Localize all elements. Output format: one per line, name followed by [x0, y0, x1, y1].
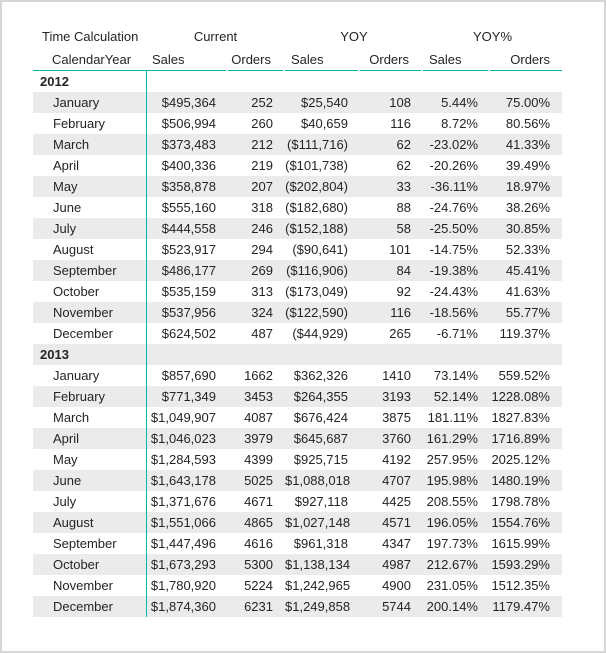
month-row: [33, 302, 562, 323]
yoy-pct-orders-cell[interactable]: 2025.12%: [491, 452, 550, 467]
row-label-cell[interactable]: December: [53, 326, 113, 341]
current-orders-cell[interactable]: 252: [251, 95, 273, 110]
row-label-cell[interactable]: August: [53, 242, 94, 257]
month-row: [33, 407, 562, 428]
yoy-orders-cell[interactable]: 4425: [382, 494, 411, 509]
current-orders-cell[interactable]: 260: [251, 116, 273, 131]
yoy-pct-sales-cell[interactable]: 195.98%: [426, 473, 478, 488]
yoy-sales-cell[interactable]: $264,355: [293, 389, 348, 404]
yoy-orders-cell[interactable]: 88: [396, 200, 411, 215]
yoy-pct-sales-cell[interactable]: 212.67%: [426, 557, 478, 572]
yoy-pct-sales-cell[interactable]: -18.56%: [429, 305, 478, 320]
current-orders-cell[interactable]: 324: [251, 305, 273, 320]
current-orders-cell[interactable]: 4087: [244, 410, 273, 425]
row-label-cell[interactable]: October: [53, 284, 100, 299]
yoy-pct-orders-cell[interactable]: 1716.89%: [491, 431, 550, 446]
yoy-pct-orders-cell[interactable]: 18.97%: [505, 179, 550, 194]
row-label-cell[interactable]: March: [53, 410, 90, 425]
yoy-pct-sales-cell: [423, 71, 490, 92]
current-orders-cell[interactable]: 219: [251, 158, 273, 173]
yoy-orders-cell[interactable]: 3875: [382, 410, 411, 425]
yoy-orders-cell[interactable]: 4571: [382, 515, 411, 530]
table-body: [33, 71, 562, 617]
yoy-pct-orders-cell[interactable]: 1179.47%: [492, 599, 550, 614]
yoy-sales-cell[interactable]: ($90,641): [292, 242, 348, 257]
yoy-pct-orders-cell[interactable]: 559.52%: [498, 368, 550, 383]
row-label-cell[interactable]: February: [53, 116, 106, 131]
month-row: [33, 239, 562, 260]
row-label-cell[interactable]: September: [53, 263, 117, 278]
yoy-pct-orders-cell[interactable]: 55.77%: [505, 305, 550, 320]
yoy-pct-orders-cell[interactable]: 80.56%: [505, 116, 550, 131]
current-orders-cell[interactable]: 269: [251, 263, 273, 278]
current-sales-cell[interactable]: $1,447,496: [146, 533, 228, 554]
yoy-pct-sales-cell[interactable]: -36.11%: [430, 179, 478, 194]
current-sales-cell[interactable]: $771,349: [146, 386, 228, 407]
month-row: [33, 470, 562, 491]
current-orders-cell: [228, 344, 285, 365]
group-header-yoy: YOY: [340, 29, 368, 44]
current-sales-cell[interactable]: $1,673,293: [146, 554, 228, 575]
yoy-pct-sales-cell[interactable]: 52.14%: [433, 389, 478, 404]
yoy-orders-cell[interactable]: 4707: [382, 473, 411, 488]
column-header-row: [33, 48, 562, 71]
yoy-pct-sales-cell[interactable]: 196.05%: [426, 515, 478, 530]
yoy-sales-cell[interactable]: $925,715: [293, 452, 348, 467]
row-label-cell[interactable]: November: [53, 305, 113, 320]
yoy-sales-cell[interactable]: ($116,906): [286, 263, 348, 278]
current-sales-header[interactable]: Sales: [146, 48, 226, 71]
yoy-pct-orders-header[interactable]: Orders: [490, 48, 562, 71]
yoy-pct-orders-cell[interactable]: 1512.35%: [491, 578, 550, 593]
yoy-pct-orders-cell[interactable]: 1228.08%: [491, 389, 550, 404]
row-label-cell[interactable]: December: [53, 599, 113, 614]
yoy-sales-cell[interactable]: $1,138,134: [285, 557, 351, 572]
yoy-sales-cell[interactable]: ($111,716): [287, 137, 348, 152]
current-orders-cell[interactable]: 313: [251, 284, 273, 299]
current-sales-cell[interactable]: $523,917: [146, 239, 228, 260]
yoy-sales-cell[interactable]: ($101,738): [285, 158, 348, 173]
current-orders-cell[interactable]: 1662: [244, 368, 273, 383]
current-orders-cell[interactable]: 294: [251, 242, 273, 257]
month-row: [33, 218, 562, 239]
yoy-pct-orders-cell[interactable]: 38.26%: [505, 200, 550, 215]
column-group-header-row: [33, 26, 562, 48]
row-label-cell[interactable]: August: [53, 515, 94, 530]
month-row: [33, 281, 562, 302]
current-sales-cell[interactable]: $1,284,593: [146, 449, 228, 470]
yoy-orders-cell[interactable]: 84: [396, 263, 411, 278]
yoy-sales-cell[interactable]: $676,424: [293, 410, 348, 425]
current-sales-cell[interactable]: $555,160: [146, 197, 228, 218]
yoy-pct-orders-cell[interactable]: 30.85%: [505, 221, 550, 236]
yoy-orders-cell[interactable]: 62: [396, 137, 411, 152]
group-header-yoy-pct: YOY%: [472, 29, 512, 44]
current-sales-cell[interactable]: $1,046,023: [146, 428, 228, 449]
current-orders-cell[interactable]: 318: [251, 200, 273, 215]
current-sales-cell[interactable]: $537,956: [146, 302, 228, 323]
current-orders-cell[interactable]: 212: [251, 137, 273, 152]
row-label-cell[interactable]: September: [53, 536, 117, 551]
month-row: [33, 449, 562, 470]
yoy-pct-sales-cell[interactable]: -23.02%: [429, 137, 478, 152]
yoy-orders-cell[interactable]: 108: [389, 95, 411, 110]
month-row: [33, 491, 562, 512]
yoy-pct-orders-cell[interactable]: 1615.99%: [491, 536, 550, 551]
row-label-cell[interactable]: May: [53, 179, 78, 194]
row-label-cell[interactable]: October: [53, 557, 100, 572]
yoy-pct-sales-cell[interactable]: -25.50%: [429, 221, 478, 236]
current-sales-cell[interactable]: $624,502: [146, 323, 228, 344]
month-row: [33, 323, 562, 344]
yoy-orders-cell[interactable]: 3193: [382, 389, 411, 404]
current-orders-cell[interactable]: 4399: [244, 452, 273, 467]
time-calculation-header[interactable]: Time Calculation: [42, 29, 139, 44]
yoy-pct-orders-cell[interactable]: 119.37%: [499, 326, 550, 341]
current-sales-cell[interactable]: $1,780,920: [146, 575, 228, 596]
yoy-pct-sales-cell[interactable]: -20.26%: [429, 158, 478, 173]
current-orders-cell[interactable]: 487: [251, 326, 273, 341]
yoy-orders-cell[interactable]: 62: [396, 158, 411, 173]
current-sales-cell[interactable]: $358,878: [146, 176, 228, 197]
yoy-sales-cell: [285, 344, 360, 365]
month-row: [33, 575, 562, 596]
yoy-pct-sales-cell[interactable]: -19.38%: [429, 263, 478, 278]
current-orders-cell[interactable]: 5025: [244, 473, 273, 488]
yoy-pct-orders-cell[interactable]: 45.41%: [505, 263, 550, 278]
yoy-pct-sales-cell[interactable]: -24.76%: [429, 200, 478, 215]
yoy-pct-orders-cell: [490, 344, 562, 365]
row-label-cell[interactable]: November: [53, 578, 113, 593]
current-orders-cell[interactable]: 4671: [244, 494, 273, 509]
yoy-sales-cell[interactable]: $1,242,965: [285, 578, 351, 593]
current-orders-cell[interactable]: 5300: [244, 557, 273, 572]
row-label-cell[interactable]: June: [53, 473, 82, 488]
yoy-pct-sales-cell: [423, 344, 490, 365]
yoy-sales-cell[interactable]: $362,326: [293, 368, 348, 383]
current-sales-cell[interactable]: $495,364: [146, 92, 228, 113]
yoy-sales-cell[interactable]: $25,540: [301, 95, 348, 110]
yoy-sales-cell[interactable]: ($202,804): [285, 179, 348, 194]
current-orders-header[interactable]: Orders: [228, 48, 283, 71]
month-row: [33, 176, 562, 197]
yoy-pct-orders-cell[interactable]: 1554.76%: [491, 515, 550, 530]
row-label-cell[interactable]: May: [53, 452, 78, 467]
current-sales-cell: [146, 71, 228, 92]
yoy-orders-cell[interactable]: 3760: [382, 431, 411, 446]
yoy-pct-sales-cell[interactable]: 200.14%: [426, 599, 478, 614]
current-orders-cell[interactable]: 246: [251, 221, 273, 236]
current-sales-cell[interactable]: $373,483: [146, 134, 228, 155]
yoy-pct-orders-cell[interactable]: 52.33%: [505, 242, 550, 257]
yoy-pct-orders-cell[interactable]: 39.49%: [505, 158, 550, 173]
yoy-pct-sales-cell[interactable]: -14.75%: [429, 242, 478, 257]
yoy-orders-cell[interactable]: 58: [396, 221, 411, 236]
row-label-cell[interactable]: April: [53, 431, 80, 446]
current-orders-cell[interactable]: 207: [251, 179, 273, 194]
calendar-year-header[interactable]: CalendarYear: [33, 48, 146, 71]
yoy-pct-orders-cell[interactable]: 1798.78%: [491, 494, 550, 509]
current-sales-cell[interactable]: $1,551,066: [146, 512, 228, 533]
yoy-pct-orders-cell[interactable]: 41.63%: [505, 284, 550, 299]
row-label-cell[interactable]: January: [53, 95, 100, 110]
current-sales-cell[interactable]: $1,049,907: [146, 407, 228, 428]
month-row: [33, 596, 562, 617]
yoy-pct-orders-cell[interactable]: 41.33%: [505, 137, 550, 152]
row-label-cell[interactable]: February: [53, 389, 106, 404]
yoy-orders-header[interactable]: Orders: [360, 48, 421, 71]
row-label-cell[interactable]: July: [53, 494, 77, 509]
current-orders-cell[interactable]: 6231: [244, 599, 273, 614]
current-sales-cell[interactable]: $1,643,178: [146, 470, 228, 491]
yoy-pct-orders-cell[interactable]: 1827.83%: [491, 410, 550, 425]
yoy-pct-sales-cell[interactable]: 161.29%: [426, 431, 478, 446]
yoy-sales-cell: [285, 71, 360, 92]
yoy-pct-orders-cell[interactable]: 1480.19%: [491, 473, 550, 488]
row-label-cell[interactable]: April: [53, 158, 80, 173]
yoy-pct-orders-cell: [490, 71, 562, 92]
current-orders-cell[interactable]: 5224: [244, 578, 273, 593]
month-row: [33, 134, 562, 155]
current-orders-cell[interactable]: 4616: [244, 536, 273, 551]
yoy-pct-orders-cell[interactable]: 1593.29%: [491, 557, 550, 572]
yoy-pct-sales-cell[interactable]: 231.05%: [426, 578, 478, 593]
current-orders-cell[interactable]: 4865: [244, 515, 273, 530]
row-label-cell[interactable]: March: [53, 137, 90, 152]
yoy-orders-cell[interactable]: 4900: [382, 578, 411, 593]
current-orders-cell: [228, 71, 285, 92]
current-sales-cell[interactable]: $857,690: [146, 365, 228, 386]
month-row: [33, 92, 562, 113]
yoy-orders-cell[interactable]: 1410: [382, 368, 411, 383]
yoy-pct-sales-cell[interactable]: 197.73%: [426, 536, 478, 551]
current-sales-cell: [146, 344, 228, 365]
yoy-pct-sales-cell[interactable]: -6.71%: [436, 326, 478, 341]
month-row: [33, 197, 562, 218]
yoy-sales-cell[interactable]: $645,687: [293, 431, 348, 446]
current-sales-cell[interactable]: $1,874,360: [146, 596, 228, 617]
yoy-orders-cell[interactable]: 4347: [382, 536, 411, 551]
current-sales-cell[interactable]: $506,994: [146, 113, 228, 134]
current-sales-cell[interactable]: $400,336: [146, 155, 228, 176]
yoy-pct-sales-cell[interactable]: 181.11%: [427, 410, 478, 425]
current-sales-cell[interactable]: $1,371,676: [146, 491, 228, 512]
yoy-pct-sales-cell[interactable]: 208.55%: [426, 494, 478, 509]
current-sales-cell[interactable]: $535,159: [146, 281, 228, 302]
row-label-cell[interactable]: July: [53, 221, 77, 236]
yoy-orders-cell[interactable]: 116: [390, 305, 411, 320]
yoy-sales-cell[interactable]: $1,088,018: [285, 473, 351, 488]
yoy-pct-sales-cell[interactable]: -24.43%: [429, 284, 478, 299]
month-row: [33, 260, 562, 281]
yoy-orders-cell: [360, 344, 423, 365]
yoy-orders-cell[interactable]: 116: [390, 116, 411, 131]
month-row: [33, 386, 562, 407]
group-header-current: Current: [193, 29, 238, 44]
yoy-pct-sales-header[interactable]: Sales: [423, 48, 488, 71]
month-row: [33, 512, 562, 533]
yoy-orders-cell[interactable]: 4987: [382, 557, 411, 572]
yoy-pct-sales-cell[interactable]: 257.95%: [426, 452, 478, 467]
yoy-sales-header[interactable]: Sales: [285, 48, 358, 71]
yoy-pct-orders-cell[interactable]: 75.00%: [505, 95, 550, 110]
current-sales-cell[interactable]: $486,177: [146, 260, 228, 281]
yoy-sales-cell[interactable]: $927,118: [294, 494, 348, 509]
yoy-sales-cell[interactable]: ($182,680): [285, 200, 348, 215]
yoy-orders-cell[interactable]: 265: [389, 326, 411, 341]
month-row: [33, 155, 562, 176]
year-row: [33, 71, 562, 92]
yoy-orders-cell: [360, 71, 423, 92]
yoy-orders-cell[interactable]: 4192: [382, 452, 411, 467]
yoy-pct-sales-cell[interactable]: 8.72%: [441, 116, 478, 131]
month-row: [33, 428, 562, 449]
month-row: [33, 533, 562, 554]
yoy-sales-cell[interactable]: $1,249,858: [285, 599, 351, 614]
yoy-sales-cell[interactable]: $1,027,148: [285, 515, 351, 530]
row-label-cell[interactable]: June: [53, 200, 82, 215]
yoy-sales-cell[interactable]: ($44,929): [292, 326, 348, 341]
month-row: [33, 113, 562, 134]
yoy-orders-cell[interactable]: 92: [396, 284, 411, 299]
yoy-pct-sales-cell[interactable]: 5.44%: [441, 95, 478, 110]
yoy-sales-cell[interactable]: ($173,049): [285, 284, 348, 299]
yoy-orders-cell[interactable]: 33: [396, 179, 411, 194]
yoy-sales-cell[interactable]: $40,659: [301, 116, 348, 131]
current-sales-cell[interactable]: $444,558: [146, 218, 228, 239]
row-label-cell[interactable]: 2013: [40, 347, 69, 362]
yoy-sales-cell[interactable]: ($152,188): [285, 221, 348, 236]
row-label-cell[interactable]: 2012: [40, 74, 69, 89]
row-label-cell[interactable]: January: [53, 368, 100, 383]
matrix-table: [33, 26, 562, 617]
yoy-pct-sales-cell[interactable]: 73.14%: [433, 368, 478, 383]
current-orders-cell[interactable]: 3979: [244, 431, 273, 446]
year-row: [33, 344, 562, 365]
yoy-sales-cell[interactable]: ($122,590): [285, 305, 348, 320]
month-row: [33, 554, 562, 575]
current-orders-cell[interactable]: 3453: [244, 389, 273, 404]
month-row: [33, 365, 562, 386]
yoy-sales-cell[interactable]: $961,318: [293, 536, 348, 551]
yoy-orders-cell[interactable]: 5744: [382, 599, 411, 614]
yoy-orders-cell[interactable]: 101: [389, 242, 411, 257]
